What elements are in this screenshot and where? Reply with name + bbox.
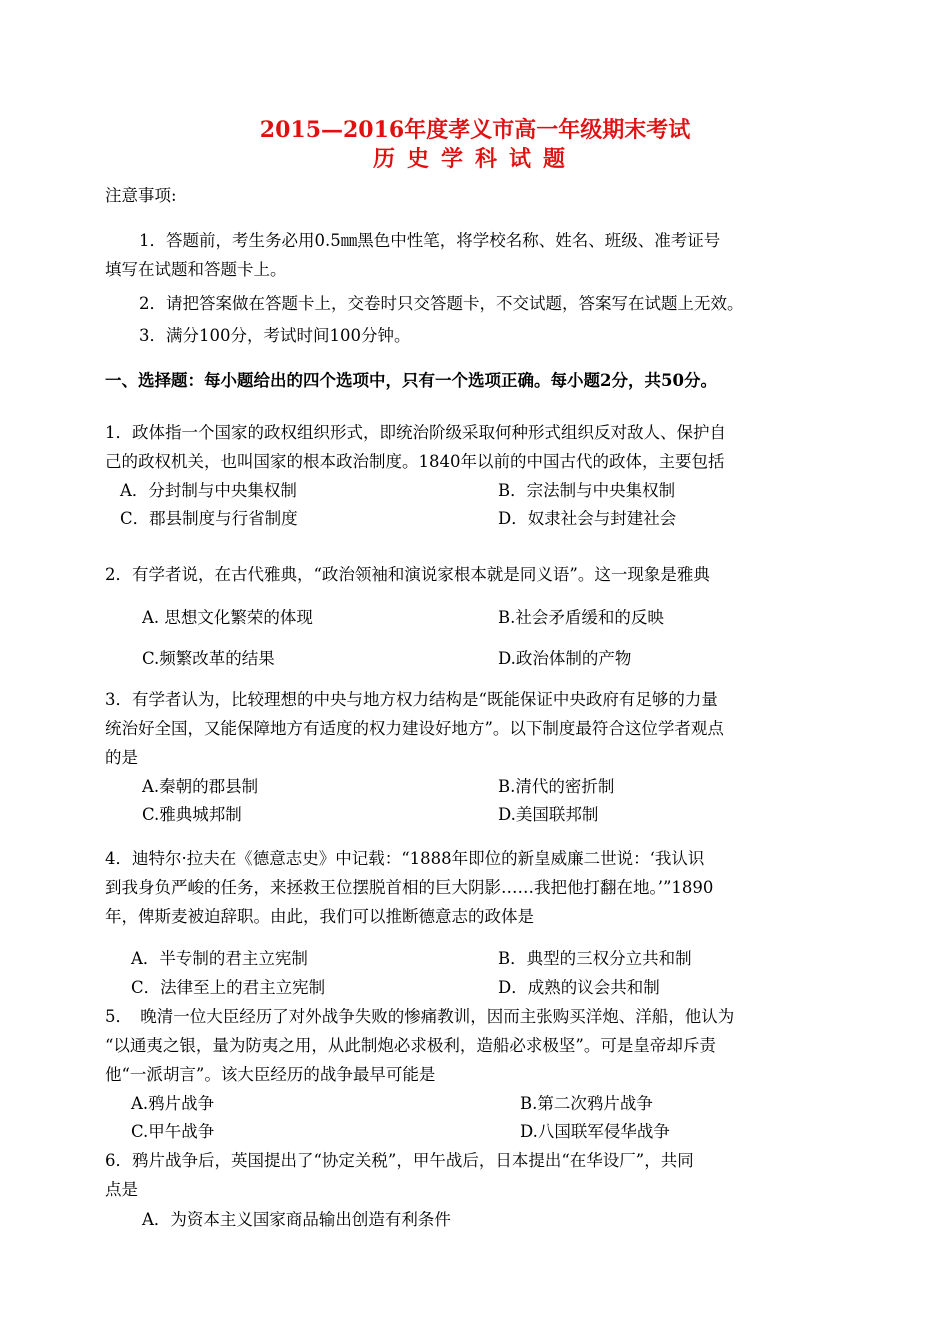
question-3-option-b: B.清代的密折制 xyxy=(498,777,615,796)
question-1-stem: 1．政体指一个国家的政权组织形式，即统治阶级采取何种形式组织反对敌人、保护自 xyxy=(105,423,726,442)
question-5-stem: 5． 晚清一位大臣经历了对外战争失败的惨痛教训，因而主张购买洋炮、洋船，他认为 xyxy=(105,1007,735,1026)
question-6-option-a: A．为资本主义国家商品输出创造有利条件 xyxy=(142,1210,451,1229)
question-1-option-d: D．奴隶社会与封建社会 xyxy=(498,509,677,528)
question-4-stem: 4．迪特尔·拉夫在《德意志史》中记载：“1888年即位的新皇威廉二世说：‘我认识 xyxy=(105,849,705,868)
section-heading: 一、选择题：每小题给出的四个选项中，只有一个选项正确。每小题2分，共50分。 xyxy=(105,371,717,390)
question-3-stem: 3．有学者认为，比较理想的中央与地方权力结构是“既能保证中央政府有足够的力量 xyxy=(105,690,718,709)
question-4-option-d: D．成熟的议会共和制 xyxy=(498,978,660,997)
question-5-stem-cont-2: 他“一派胡言”。该大臣经历的战争最早可能是 xyxy=(105,1065,436,1084)
question-6-stem-cont: 点是 xyxy=(105,1180,138,1199)
note-item-3: 3．满分100分，考试时间100分钟。 xyxy=(139,326,411,345)
question-6-stem: 6．鸦片战争后，英国提出了“协定关税”，甲午战后，日本提出“在华设厂”，共同 xyxy=(105,1151,694,1170)
question-1-option-c: C．郡县制度与行省制度 xyxy=(120,509,298,528)
note-item-1: 1．答题前，考生务必用0.5㎜黑色中性笔，将学校名称、姓名、班级、准考证号 xyxy=(139,231,721,250)
exam-subject-title: 历史学科试题 xyxy=(372,146,577,172)
exam-title: 2015—2016年度孝义市高一年级期末考试 xyxy=(259,117,691,143)
note-item-2: 2．请把答案做在答题卡上，交卷时只交答题卡，不交试题，答案写在试题上无效。 xyxy=(139,294,744,313)
question-2-option-a: A. 思想文化繁荣的体现 xyxy=(142,608,313,627)
question-4-option-b: B．典型的三权分立共和制 xyxy=(498,949,692,968)
question-4-option-c: C．法律至上的君主立宪制 xyxy=(131,978,326,997)
question-3-stem-cont-2: 的是 xyxy=(105,748,138,767)
question-3-option-a: A.秦朝的郡县制 xyxy=(142,777,259,796)
question-2-option-c: C.频繁改革的结果 xyxy=(142,649,275,668)
question-2-stem: 2．有学者说，在古代雅典，“政治领袖和演说家根本就是同义语”。这一现象是雅典 xyxy=(105,565,710,584)
question-4-stem-cont: 到我身负严峻的任务，来拯救王位摆脱首相的巨大阴影……我把他打翻在地。’”1890 xyxy=(105,878,714,897)
question-2-option-b: B.社会矛盾缓和的反映 xyxy=(498,608,664,627)
question-5-stem-cont: “以通夷之银，量为防夷之用，从此制炮必求极利，造船必求极坚”。可是皇帝却斥责 xyxy=(105,1036,716,1055)
question-3-option-d: D.美国联邦制 xyxy=(498,805,599,824)
question-5-option-b: B.第二次鸦片战争 xyxy=(520,1094,653,1113)
question-1-option-a: A．分封制与中央集权制 xyxy=(120,481,297,500)
question-5-option-a: A.鸦片战争 xyxy=(131,1094,215,1113)
note-item-1-cont: 填写在试题和答题卡上。 xyxy=(105,260,287,279)
question-4-option-a: A．半专制的君主立宪制 xyxy=(131,949,308,968)
question-1-stem-cont: 己的政权机关，也叫国家的根本政治制度。1840年以前的中国古代的政体，主要包括 xyxy=(105,452,725,471)
notes-heading: 注意事项: xyxy=(105,186,177,205)
question-3-option-c: C.雅典城邦制 xyxy=(142,805,242,824)
question-5-option-c: C.甲午战争 xyxy=(131,1122,215,1141)
question-2-option-d: D.政治体制的产物 xyxy=(498,649,632,668)
question-4-stem-cont-2: 年，俾斯麦被迫辞职。由此，我们可以推断德意志的政体是 xyxy=(105,907,534,926)
question-1-option-b: B．宗法制与中央集权制 xyxy=(498,481,676,500)
question-5-option-d: D.八国联军侵华战争 xyxy=(520,1122,670,1141)
question-3-stem-cont: 统治好全国，又能保障地方有适度的权力建设好地方”。以下制度最符合这位学者观点 xyxy=(105,719,724,738)
